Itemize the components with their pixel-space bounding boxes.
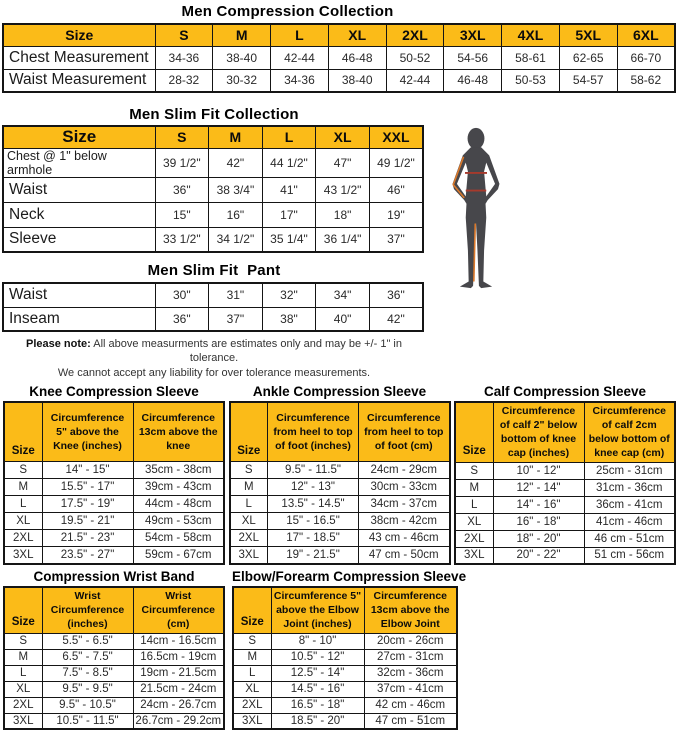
tolerance-note-line1 (2, 337, 426, 366)
table-cell: 16.5cm - 19cm (133, 649, 224, 665)
table-cell: S (230, 462, 268, 479)
table-cell: 44 1/2" (262, 148, 316, 177)
table-cell: 25cm - 31cm (584, 462, 675, 479)
table-cell: 58-62 (617, 69, 675, 92)
table-header-cell: Size (3, 24, 155, 46)
table-cell: 27cm - 31cm (364, 649, 457, 665)
knee-sleeve-title: Knee Compression Sleeve (29, 383, 199, 399)
table-cell: 9.5" - 11.5" (268, 462, 359, 479)
elbow-sleeve-table (232, 586, 458, 730)
table-cell: M (4, 649, 42, 665)
table-cell: Neck (3, 202, 155, 227)
table-header-cell: Circumference 5" above the Knee (inches) (42, 402, 133, 462)
wrist-band-title: Compression Wrist Band (33, 569, 195, 585)
table-cell: 44cm - 48cm (133, 496, 224, 513)
table-cell: L (455, 496, 493, 513)
tolerance-note-label: Please note: (26, 338, 91, 350)
table-cell: 10.5" - 12" (271, 649, 364, 665)
table-cell: 12" - 14" (493, 479, 584, 496)
table-cell: 50-52 (386, 46, 444, 69)
table-row (3, 46, 675, 69)
table-cell: 51 cm - 56cm (584, 547, 675, 564)
table-row (4, 462, 224, 479)
table-cell: 2XL (455, 530, 493, 547)
table-header-cell: Size (4, 402, 42, 462)
table-header-cell: L (262, 126, 316, 148)
table-cell: 34 1/2" (209, 227, 263, 252)
table-row (4, 713, 224, 729)
table-cell: 54cm - 58cm (133, 530, 224, 547)
table-row (233, 713, 457, 729)
table-cell: 15" (155, 202, 209, 227)
table-cell: 21.5cm - 24cm (133, 681, 224, 697)
table-cell: 2XL (233, 697, 271, 713)
table-cell: M (233, 649, 271, 665)
table-cell: 16" - 18" (493, 513, 584, 530)
table-cell: 47" (316, 148, 370, 177)
table-cell: 17.5" - 19" (42, 496, 133, 513)
table-cell: 3XL (233, 713, 271, 729)
table-header-cell: S (155, 24, 213, 46)
table-cell: 31cm - 36cm (584, 479, 675, 496)
table-header-row (233, 587, 457, 633)
men-slim-fit-collection-table (2, 125, 424, 253)
table-cell: XL (230, 513, 268, 530)
table-cell: M (230, 479, 268, 496)
table-cell: 24cm - 26.7cm (133, 697, 224, 713)
table-cell: 15" - 16.5" (268, 513, 359, 530)
table-cell: 35cm - 38cm (133, 462, 224, 479)
table-cell: 37" (369, 227, 423, 252)
table-cell: 3XL (4, 547, 42, 564)
table-cell: 7.5" - 8.5" (42, 665, 133, 681)
table-cell: L (230, 496, 268, 513)
table-header-cell: 6XL (617, 24, 675, 46)
table-row (230, 513, 450, 530)
table-cell: XL (233, 681, 271, 697)
table-cell: Chest @ 1" below armhole (3, 148, 155, 177)
table-cell: Waist (3, 177, 155, 202)
elbow-sleeve-block (232, 569, 466, 730)
table-cell: 23.5" - 27" (42, 547, 133, 564)
table-cell: 40" (316, 307, 370, 331)
table-cell: 19cm - 21.5cm (133, 665, 224, 681)
table-cell: M (455, 479, 493, 496)
table-cell: 36" (155, 307, 209, 331)
table-cell: M (4, 479, 42, 496)
table-cell: 18" - 20" (493, 530, 584, 547)
table-header-cell: L (271, 24, 329, 46)
elbow-sleeve-title: Elbow/Forearm Compression Sleeve (232, 569, 467, 585)
table-header-row (4, 587, 224, 633)
table-row (455, 513, 675, 530)
table-cell: Chest Measurement (3, 46, 155, 69)
table-cell: 47 cm - 51cm (364, 713, 457, 729)
table-cell: S (455, 462, 493, 479)
table-cell: L (233, 665, 271, 681)
table-cell: 47 cm - 50cm (359, 547, 450, 564)
table-cell: 19.5" - 21" (42, 513, 133, 530)
table-cell: 17" - 18.5" (268, 530, 359, 547)
ankle-sleeve-table (229, 401, 451, 565)
table-header-row (455, 402, 675, 462)
table-cell: 3XL (455, 547, 493, 564)
table-cell: 42" (369, 307, 423, 331)
table-cell: 14" - 15" (42, 462, 133, 479)
table-cell: 12" - 13" (268, 479, 359, 496)
table-cell: 17" (262, 202, 316, 227)
table-cell: 34" (316, 283, 370, 307)
table-cell: Inseam (3, 307, 155, 331)
table-cell: 20" - 22" (493, 547, 584, 564)
table-cell: 38" (262, 307, 316, 331)
table-cell: XL (4, 513, 42, 530)
table-header-cell: Circumference 13cm above the knee (133, 402, 224, 462)
table-cell: 42-44 (271, 46, 329, 69)
table-row (4, 496, 224, 513)
table-cell: 30" (155, 283, 209, 307)
table-header-cell: XL (316, 126, 370, 148)
tolerance-note-text: All above measurments are estimates only and may be +/- 1" in tolerance. (90, 338, 402, 365)
table-cell: 10" - 12" (493, 462, 584, 479)
table-row (230, 530, 450, 547)
table-header-cell: Circumference from heel to top of foot (cm) (359, 402, 450, 462)
sleeve-tables-row-2 (2, 569, 677, 730)
table-header-cell: S (155, 126, 209, 148)
table-header-cell: Size (3, 126, 155, 148)
table-cell: 32cm - 36cm (364, 665, 457, 681)
table-cell: 37" (209, 307, 263, 331)
table-cell: 6.5" - 7.5" (42, 649, 133, 665)
table-cell: 19" (369, 202, 423, 227)
table-cell: 30-32 (213, 69, 271, 92)
table-cell: 36cm - 41cm (584, 496, 675, 513)
table-header-cell: M (209, 126, 263, 148)
table-cell: 2XL (230, 530, 268, 547)
table-row (230, 547, 450, 564)
table-header-cell: XL (328, 24, 386, 46)
table-cell: 43 cm - 46cm (359, 530, 450, 547)
middle-section (2, 93, 677, 380)
table-cell: 42" (209, 148, 263, 177)
table-cell: 59cm - 67cm (133, 547, 224, 564)
table-row (455, 479, 675, 496)
table-row (4, 547, 224, 564)
table-header-cell: 2XL (386, 24, 444, 46)
table-row (230, 462, 450, 479)
table-cell: 38-40 (328, 69, 386, 92)
men-compression-collection-table (2, 23, 676, 93)
table-cell: 18.5" - 20" (271, 713, 364, 729)
table-cell: 15.5" - 17" (42, 479, 133, 496)
table-cell: 39cm - 43cm (133, 479, 224, 496)
table-cell: 42-44 (386, 69, 444, 92)
table-cell: 9.5" - 10.5" (42, 697, 133, 713)
table-cell: XL (4, 681, 42, 697)
table-cell: 28-32 (155, 69, 213, 92)
table-cell: 38cm - 42cm (359, 513, 450, 530)
table-header-cell: Size (230, 402, 268, 462)
table-cell: 31" (209, 283, 263, 307)
men-compression-collection-title: Men Compression Collection (181, 3, 394, 20)
table-cell: 3XL (230, 547, 268, 564)
table-cell: XL (455, 513, 493, 530)
table-cell: 30cm - 33cm (359, 479, 450, 496)
knee-sleeve-table (3, 401, 225, 565)
table-cell: 3XL (4, 713, 42, 729)
table-row (4, 530, 224, 547)
table-header-row (3, 126, 423, 148)
table-cell: 2XL (4, 697, 42, 713)
table-header-cell: 5XL (559, 24, 617, 46)
men-slim-fit-pant-table (2, 282, 424, 332)
table-cell: 16" (209, 202, 263, 227)
table-cell: 21.5" - 23" (42, 530, 133, 547)
table-header-cell: 3XL (444, 24, 502, 46)
table-header-cell: Wrist Circumference (cm) (133, 587, 224, 633)
table-header-cell: Wrist Circumference (inches) (42, 587, 133, 633)
table-cell: 38-40 (213, 46, 271, 69)
table-cell: S (4, 633, 42, 649)
table-cell: 32" (262, 283, 316, 307)
table-header-cell: Circumference 5" above the Elbow Joint (inches) (271, 587, 364, 633)
table-cell: 38 3/4" (209, 177, 263, 202)
table-cell: 50-53 (502, 69, 560, 92)
table-cell: S (233, 633, 271, 649)
table-cell: 54-57 (559, 69, 617, 92)
table-cell: 58-61 (502, 46, 560, 69)
table-row (3, 283, 423, 307)
table-cell: L (4, 665, 42, 681)
table-header-cell: 4XL (502, 24, 560, 46)
men-slim-fit-pant-title: Men Slim Fit Pant (147, 262, 281, 279)
table-row (455, 530, 675, 547)
table-cell: 19" - 21.5" (268, 547, 359, 564)
table-cell: S (4, 462, 42, 479)
table-row (455, 462, 675, 479)
table-row (233, 665, 457, 681)
table-cell: 33 1/2" (155, 227, 209, 252)
table-cell: 14cm - 16.5cm (133, 633, 224, 649)
table-cell: 5.5" - 6.5" (42, 633, 133, 649)
table-row (233, 697, 457, 713)
table-header-cell: Size (4, 587, 42, 633)
table-cell: 34-36 (155, 46, 213, 69)
table-row (4, 649, 224, 665)
table-header-row (3, 24, 675, 46)
table-cell: 34cm - 37cm (359, 496, 450, 513)
table-cell: 37cm - 41cm (364, 681, 457, 697)
table-header-cell: Circumference of calf 2cm below bottom of knee cap (cm) (584, 402, 675, 462)
table-row (4, 513, 224, 530)
table-row (233, 633, 457, 649)
table-cell: 62-65 (559, 46, 617, 69)
table-cell: 46" (369, 177, 423, 202)
table-cell: 46 cm - 51cm (584, 530, 675, 547)
table-cell: 66-70 (617, 46, 675, 69)
table-cell: 54-56 (444, 46, 502, 69)
male-silhouette-figure (443, 126, 509, 302)
wrist-band-table (3, 586, 225, 730)
table-header-cell: Circumference 13cm above the Elbow Joint (364, 587, 457, 633)
ankle-sleeve-block (229, 384, 451, 565)
table-cell: Sleeve (3, 227, 155, 252)
table-header-cell: M (213, 24, 271, 46)
table-cell: 39 1/2" (155, 148, 209, 177)
calf-sleeve-block (454, 384, 676, 565)
table-cell: 2XL (4, 530, 42, 547)
tolerance-note (2, 337, 426, 380)
table-row (455, 496, 675, 513)
table-row (3, 69, 675, 92)
table-row (230, 496, 450, 513)
table-row (3, 177, 423, 202)
table-row (455, 547, 675, 564)
table-cell: 16.5" - 18" (271, 697, 364, 713)
table-row (4, 665, 224, 681)
men-slim-fit-collection-title: Men Slim Fit Collection (129, 106, 299, 123)
calf-sleeve-title: Calf Compression Sleeve (483, 383, 647, 399)
table-header-cell: XXL (369, 126, 423, 148)
table-header-row (4, 402, 224, 462)
table-row (233, 681, 457, 697)
table-cell: 13.5" - 14.5" (268, 496, 359, 513)
table-header-cell: Size (455, 402, 493, 462)
table-cell: 20cm - 26cm (364, 633, 457, 649)
table-cell: 43 1/2" (316, 177, 370, 202)
table-cell: 41cm - 46cm (584, 513, 675, 530)
table-row (3, 307, 423, 331)
table-header-cell: Circumference of calf 2" below bottom of knee cap (inches) (493, 402, 584, 462)
table-cell: 24cm - 29cm (359, 462, 450, 479)
table-header-row (230, 402, 450, 462)
ankle-sleeve-title: Ankle Compression Sleeve (252, 383, 427, 399)
table-cell: 14.5" - 16" (271, 681, 364, 697)
table-row (3, 202, 423, 227)
table-cell: L (4, 496, 42, 513)
table-cell: 10.5" - 11.5" (42, 713, 133, 729)
table-cell: 8" - 10" (271, 633, 364, 649)
sleeve-tables-row-1 (2, 384, 677, 565)
table-header-cell: Circumference from heel to top of foot (inches) (268, 402, 359, 462)
table-row (3, 227, 423, 252)
table-row (230, 479, 450, 496)
table-row (4, 479, 224, 496)
table-cell: 36" (155, 177, 209, 202)
table-cell: 36 1/4" (316, 227, 370, 252)
table-cell: 14" - 16" (493, 496, 584, 513)
figure-head (468, 128, 485, 149)
table-header-cell: Size (233, 587, 271, 633)
table-row (4, 681, 224, 697)
table-cell: 34-36 (271, 69, 329, 92)
table-cell: 12.5" - 14" (271, 665, 364, 681)
table-row (233, 649, 457, 665)
table-cell: 49cm - 53cm (133, 513, 224, 530)
table-row (3, 148, 423, 177)
table-cell: 46-48 (328, 46, 386, 69)
tolerance-note-line2: We cannot accept any liability for over tolerance measurements. (57, 366, 371, 379)
wrist-band-block (3, 569, 225, 730)
table-cell: 42 cm - 46cm (364, 697, 457, 713)
table-cell: 49 1/2" (369, 148, 423, 177)
table-cell: 18" (316, 202, 370, 227)
knee-sleeve-block (3, 384, 225, 565)
table-cell: 9.5" - 9.5" (42, 681, 133, 697)
table-row (4, 697, 224, 713)
table-cell: 35 1/4" (262, 227, 316, 252)
table-cell: 26.7cm - 29.2cm (133, 713, 224, 729)
table-cell: 46-48 (444, 69, 502, 92)
table-cell: Waist (3, 283, 155, 307)
calf-sleeve-table (454, 401, 676, 565)
table-cell: Waist Measurement (3, 69, 155, 92)
table-cell: 41" (262, 177, 316, 202)
table-row (4, 633, 224, 649)
table-cell: 36" (369, 283, 423, 307)
